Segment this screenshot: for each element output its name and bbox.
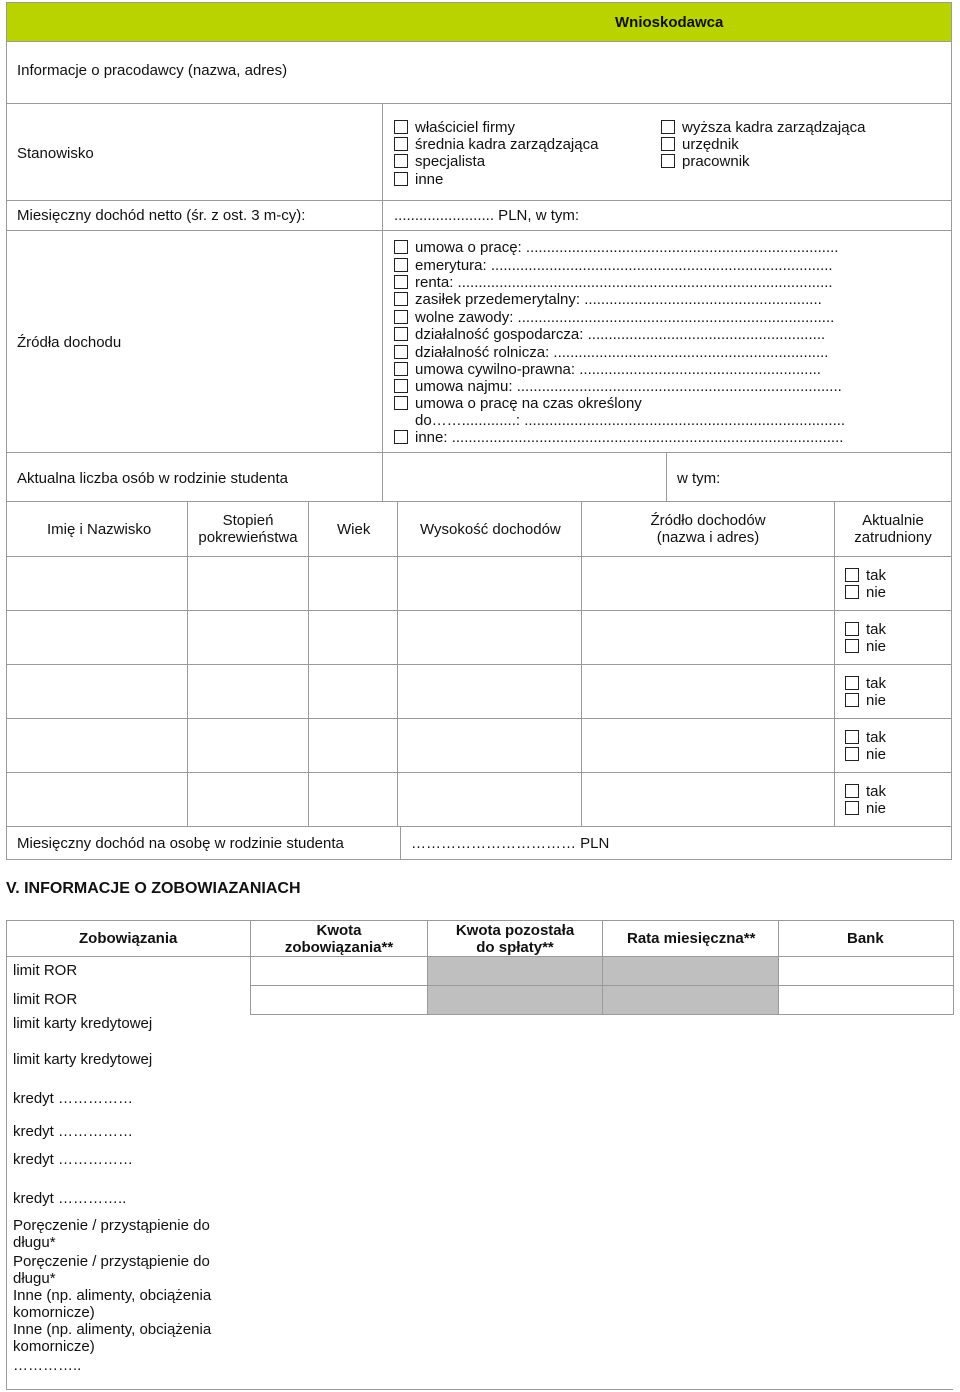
obl-header-installment xyxy=(602,920,779,957)
checkbox-icon[interactable] xyxy=(394,379,408,393)
family-count-input[interactable] xyxy=(382,452,667,502)
income-value: ........................ PLN, w tym: xyxy=(394,207,580,224)
obligation-label: kredyt …………… xyxy=(13,1090,134,1107)
position-option-worker[interactable]: pracownik xyxy=(661,153,750,170)
section-title: V. INFORMACJE O ZOBOWIAZANIACH xyxy=(6,880,301,897)
member-cell[interactable] xyxy=(187,556,309,611)
family-wtym-label: w tym: xyxy=(677,470,721,487)
member-cell[interactable] xyxy=(308,718,398,773)
checkbox-icon[interactable] xyxy=(845,747,859,761)
position-option-clerk[interactable]: urzędnik xyxy=(661,136,739,153)
checkbox-icon[interactable] xyxy=(845,784,859,798)
employed-no-option[interactable]: nie xyxy=(845,692,886,709)
checkbox-icon[interactable] xyxy=(394,327,408,341)
obl-header-obligation xyxy=(6,920,251,957)
member-cell[interactable] xyxy=(397,556,582,611)
member-cell[interactable] xyxy=(308,664,398,719)
member-cell[interactable] xyxy=(581,610,835,665)
employed-no-option[interactable]: nie xyxy=(845,584,886,601)
checkbox-icon[interactable] xyxy=(394,430,408,444)
checkbox-icon[interactable] xyxy=(845,568,859,582)
source-agriculture[interactable]: działalność rolnicza: .................................................................. xyxy=(394,344,828,361)
members-header-source xyxy=(581,501,835,557)
member-cell[interactable] xyxy=(187,718,309,773)
members-header-name xyxy=(6,501,188,557)
member-cell[interactable] xyxy=(581,772,835,827)
per-person-value: …………………………… PLN xyxy=(411,835,610,852)
checkbox-icon[interactable] xyxy=(394,120,408,134)
obligations-frame xyxy=(6,956,953,1390)
obl-header-installment-label: Rata miesięczna** xyxy=(627,930,756,947)
checkbox-icon[interactable] xyxy=(394,362,408,376)
member-employed-cell xyxy=(834,772,952,827)
source-fixed-term[interactable]: umowa o pracę na czas określony xyxy=(394,395,642,412)
obligation-label: Inne (np. alimenty, obciążenia komornicze) xyxy=(13,1321,212,1355)
checkbox-icon[interactable] xyxy=(845,801,859,815)
position-options xyxy=(382,103,952,201)
obligation-label: kredyt …………… xyxy=(13,1151,134,1168)
obl-header-bank xyxy=(778,920,954,957)
obl-header-bank-label: Bank xyxy=(847,930,884,947)
source-disability[interactable]: renta: .......................................................................................... xyxy=(394,274,833,291)
member-cell[interactable] xyxy=(308,556,398,611)
position-label: Stanowisko xyxy=(17,145,94,162)
position-option-specialist[interactable]: specjalista xyxy=(394,153,485,170)
checkbox-icon[interactable] xyxy=(394,258,408,272)
member-cell[interactable] xyxy=(6,610,188,665)
obligation-label: Inne (np. alimenty, obciążenia komornicze) xyxy=(13,1287,212,1321)
obl-header-remaining xyxy=(427,920,603,957)
checkbox-icon[interactable] xyxy=(845,730,859,744)
position-label-cell xyxy=(6,103,383,201)
family-count-cell xyxy=(6,452,383,502)
obl-header-amount xyxy=(250,920,428,957)
member-cell[interactable] xyxy=(397,610,582,665)
header-employed-label: Aktualnie zatrudniony xyxy=(854,512,932,546)
header-age-label: Wiek xyxy=(337,521,371,538)
sources-list xyxy=(382,230,952,453)
applicant-header xyxy=(6,2,952,42)
checkbox-icon[interactable] xyxy=(845,639,859,653)
obligation-label: kredyt ………….. xyxy=(13,1190,127,1207)
member-cell[interactable] xyxy=(397,718,582,773)
obl-header-remaining-label: Kwota pozostała do spłaty** xyxy=(455,922,575,956)
per-person-value-cell[interactable] xyxy=(400,826,952,860)
members-header-employed xyxy=(834,501,952,557)
checkbox-icon[interactable] xyxy=(394,154,408,168)
checkbox-icon[interactable] xyxy=(661,154,675,168)
checkbox-icon[interactable] xyxy=(394,137,408,151)
obligation-label: Poręczenie / przystąpienie do długu* xyxy=(13,1253,210,1287)
per-person-cell xyxy=(6,826,401,860)
member-cell[interactable] xyxy=(6,664,188,719)
header-relation-label: Stopień pokrewieństwa xyxy=(198,512,298,546)
obligation-label: limit ROR xyxy=(13,962,78,979)
source-civil-contract[interactable]: umowa cywilno-prawna: .......................................................... xyxy=(394,361,821,378)
member-cell[interactable] xyxy=(187,610,309,665)
obligation-label: ………….. xyxy=(13,1357,82,1374)
family-count-label: Aktualna liczba osób w rodzinie studenta xyxy=(17,470,288,487)
checkbox-icon[interactable] xyxy=(661,120,675,134)
obligation-label: Poręczenie / przystąpienie do długu* xyxy=(13,1217,210,1251)
obligation-label: limit ROR xyxy=(13,991,78,1008)
checkbox-icon[interactable] xyxy=(661,137,675,151)
members-header-income xyxy=(397,501,582,557)
employer-row[interactable] xyxy=(6,41,952,104)
members-header-relation xyxy=(187,501,309,557)
employed-yes-option[interactable]: tak xyxy=(845,567,886,584)
position-option-middle-mgmt[interactable]: średnia kadra zarządzająca xyxy=(394,136,598,153)
employed-no-option[interactable]: nie xyxy=(845,746,886,763)
obl-header-obligation-label: Zobowiązania xyxy=(79,930,178,947)
checkbox-icon[interactable] xyxy=(394,396,408,410)
source-fixed-term-until: do…….............: ............................................................................. xyxy=(415,412,846,429)
employed-yes-option[interactable]: tak xyxy=(845,621,886,638)
member-cell[interactable] xyxy=(6,718,188,773)
position-option-other[interactable]: inne xyxy=(394,171,443,188)
member-employed-cell xyxy=(834,664,952,719)
source-freelance[interactable]: wolne zawody: ............................................................................ xyxy=(394,309,834,326)
member-cell[interactable] xyxy=(397,664,582,719)
position-option-owner[interactable]: właściciel firmy xyxy=(394,119,515,136)
member-cell[interactable] xyxy=(6,772,188,827)
employed-no-option[interactable]: nie xyxy=(845,638,886,655)
member-employed-cell xyxy=(834,610,952,665)
checkbox-icon[interactable] xyxy=(394,275,408,289)
header-source-label: Źródło dochodów (nazwa i adres) xyxy=(650,512,766,546)
checkbox-icon[interactable] xyxy=(845,585,859,599)
obligation-label: limit karty kredytowej xyxy=(13,1015,153,1032)
source-rental[interactable]: umowa najmu: .............................................................................. xyxy=(394,378,842,395)
family-wtym-cell[interactable] xyxy=(666,452,952,502)
checkbox-icon[interactable] xyxy=(394,345,408,359)
sources-label-cell xyxy=(6,230,383,453)
checkbox-icon[interactable] xyxy=(394,292,408,306)
member-cell[interactable] xyxy=(581,664,835,719)
member-cell[interactable] xyxy=(581,718,835,773)
member-cell[interactable] xyxy=(397,772,582,827)
income-label-cell xyxy=(6,200,383,231)
source-employment[interactable]: umowa o pracę: ........................................................................... xyxy=(394,239,838,256)
header-income-label: Wysokość dochodów xyxy=(420,521,561,538)
checkbox-icon[interactable] xyxy=(845,622,859,636)
obligation-label: kredyt …………… xyxy=(13,1123,134,1140)
employed-yes-option[interactable]: tak xyxy=(845,729,886,746)
sources-label: Źródła dochodu xyxy=(17,334,122,351)
checkbox-icon[interactable] xyxy=(845,693,859,707)
member-employed-cell xyxy=(834,718,952,773)
source-business[interactable]: działalność gospodarcza: ......................................................... xyxy=(394,326,825,343)
position-option-senior-mgmt[interactable]: wyższa kadra zarządzająca xyxy=(661,119,865,136)
source-pre-retirement[interactable]: zasiłek przedemerytalny: ......................................................... xyxy=(394,291,822,308)
checkbox-icon[interactable] xyxy=(394,240,408,254)
member-cell[interactable] xyxy=(187,664,309,719)
employed-yes-option[interactable]: tak xyxy=(845,783,886,800)
source-pension[interactable]: emerytura: .................................................................................. xyxy=(394,257,833,274)
employed-no-option[interactable]: nie xyxy=(845,800,886,817)
source-other[interactable]: inne: .............................................................................................. xyxy=(394,429,843,446)
employer-label: Informacje o pracodawcy (nazwa, adres) xyxy=(17,62,288,79)
member-cell[interactable] xyxy=(187,772,309,827)
checkbox-icon[interactable] xyxy=(394,310,408,324)
member-cell[interactable] xyxy=(6,556,188,611)
obligation-label: limit karty kredytowej xyxy=(13,1051,153,1068)
income-label: Miesięczny dochód netto (śr. z ost. 3 m-cy): xyxy=(17,207,306,224)
per-person-label: Miesięczny dochód na osobę w rodzinie studenta xyxy=(17,835,344,852)
member-cell[interactable] xyxy=(308,772,398,827)
applicant-title: Wnioskodawca xyxy=(615,14,724,31)
member-cell[interactable] xyxy=(308,610,398,665)
member-cell[interactable] xyxy=(581,556,835,611)
header-name-label: Imię i Nazwisko xyxy=(47,521,152,538)
members-header-age xyxy=(308,501,398,557)
income-value-cell[interactable] xyxy=(382,200,952,231)
checkbox-icon[interactable] xyxy=(394,172,408,186)
obl-header-amount-label: Kwota zobowiązania** xyxy=(284,922,394,956)
employed-yes-option[interactable]: tak xyxy=(845,675,886,692)
checkbox-icon[interactable] xyxy=(845,676,859,690)
member-employed-cell xyxy=(834,556,952,611)
